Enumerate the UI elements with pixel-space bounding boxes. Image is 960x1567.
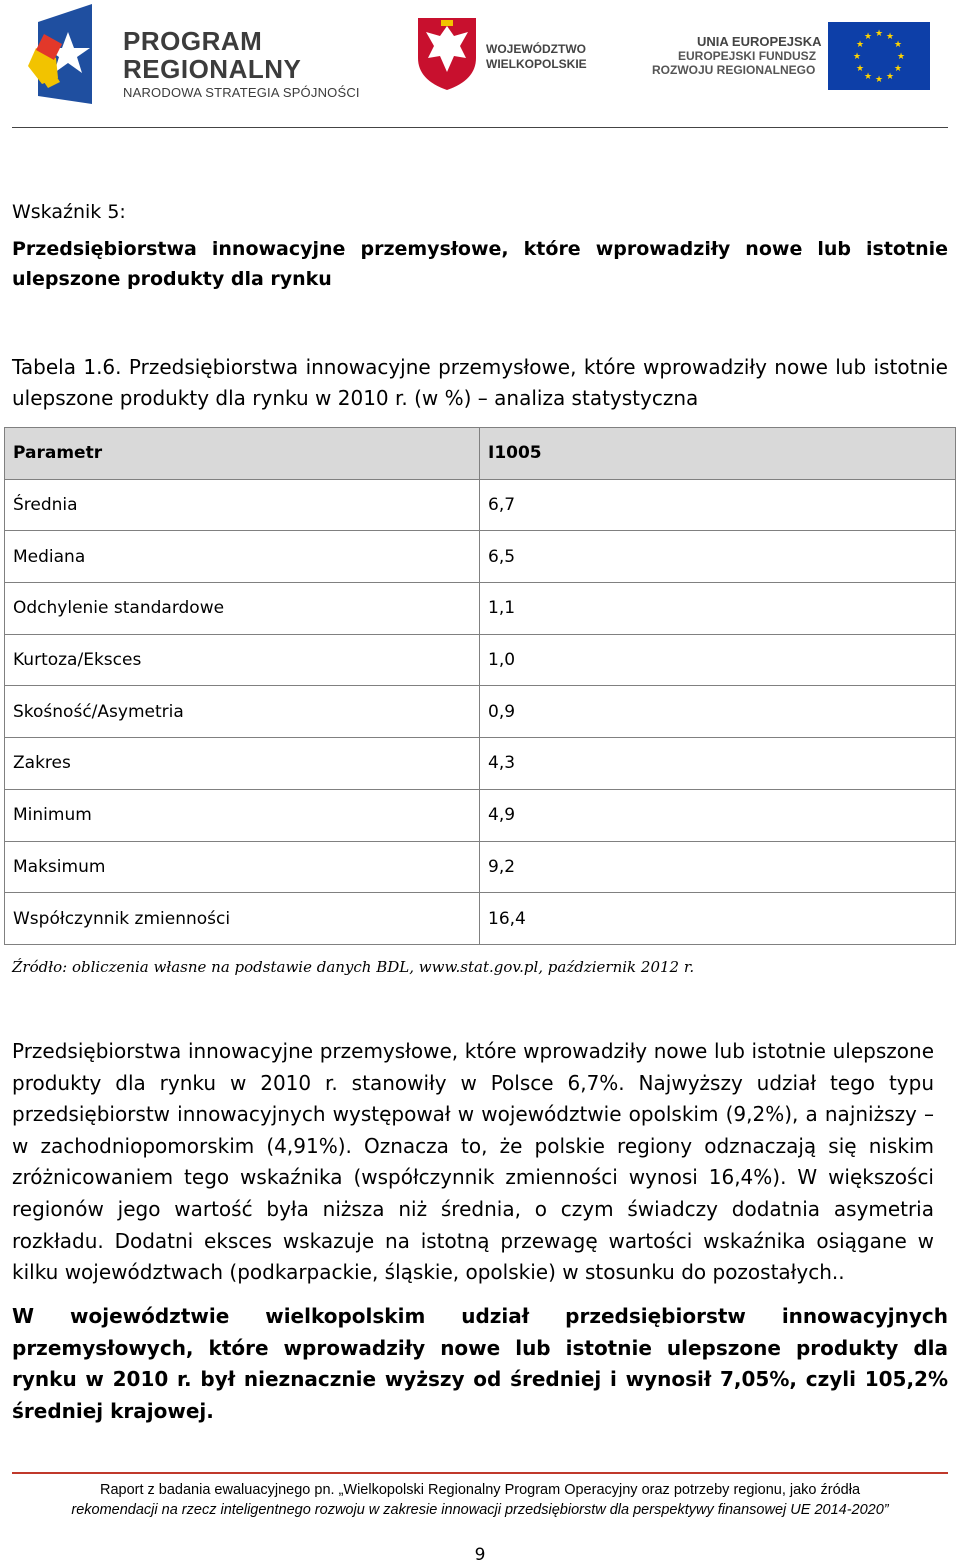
svg-text:★: ★ bbox=[885, 72, 895, 82]
row-parameter: Zakres bbox=[5, 738, 480, 790]
table-row bbox=[5, 479, 956, 531]
eu-fund-logo bbox=[650, 22, 932, 92]
svg-text:★: ★ bbox=[855, 40, 865, 50]
row-parameter: Współczynnik zmienności bbox=[5, 893, 480, 945]
table-caption: Tabela 1.6. Przedsiębiorstwa innowacyjne przemysłowe, które wprowadziły nowe lub istotnie ulepszone produkty dla rynku w 2010 r. (w %) – analiza statystyczna bbox=[12, 355, 948, 410]
row-parameter: Odchylenie standardowe bbox=[5, 583, 480, 635]
region-name-line2: WIELKOPOLSKIE bbox=[486, 57, 587, 71]
table-row bbox=[5, 634, 956, 686]
eagle-crest-icon bbox=[414, 14, 480, 92]
svg-text:★: ★ bbox=[893, 40, 903, 50]
wielkopolskie-logo bbox=[414, 14, 614, 94]
row-parameter: Kurtoza/Eksces bbox=[5, 634, 480, 686]
table-row bbox=[5, 531, 956, 583]
row-value: 4,9 bbox=[480, 789, 956, 841]
conclusion-paragraph: W województwie wielkopolskim udział przedsiębiorstw innowacyjnych przemysłowych, które wprowadziły nowe lub istotnie ulepszone produkty dla rynku w 2010 r. był nieznacznie wyższy od średniej i wynosił 7,05%, czyli 105,2% średniej krajowej. bbox=[12, 1304, 948, 1423]
row-value: 1,0 bbox=[480, 634, 956, 686]
header-divider bbox=[12, 127, 948, 128]
eu-fund-line2: ROZWOJU REGIONALNEGO bbox=[652, 63, 816, 77]
region-name-line1: WOJEWÓDZTWO bbox=[486, 42, 586, 56]
svg-text:★: ★ bbox=[863, 72, 873, 82]
program-title-line2: REGIONALNY bbox=[123, 54, 302, 84]
svg-text:★: ★ bbox=[885, 32, 895, 42]
table-row bbox=[5, 841, 956, 893]
row-value: 6,7 bbox=[480, 479, 956, 531]
row-parameter: Mediana bbox=[5, 531, 480, 583]
table-source-note: Źródło: obliczenia własne na podstawie danych BDL, www.stat.gov.pl, październik 2012 r. bbox=[12, 958, 695, 976]
column-header-parameter: Parametr bbox=[5, 428, 480, 480]
row-value: 9,2 bbox=[480, 841, 956, 893]
footer-divider bbox=[12, 1472, 948, 1474]
indicator-label: Wskaźnik 5: bbox=[12, 201, 126, 223]
table-header-row bbox=[5, 428, 956, 480]
footer-line1: Raport z badania ewaluacyjnego pn. „Wielkopolski Regionalny Program Operacyjny oraz potrzeby regionu, jako źródła bbox=[99, 1482, 861, 1498]
program-regionalny-flag-icon bbox=[28, 4, 120, 108]
eu-fund-line1: EUROPEJSKI FUNDUSZ bbox=[678, 49, 817, 63]
page-header bbox=[0, 0, 960, 112]
row-parameter: Średnia bbox=[5, 479, 480, 531]
program-regionalny-logo bbox=[28, 4, 368, 108]
table-row bbox=[5, 789, 956, 841]
page-footer bbox=[0, 1480, 960, 1520]
indicator-title: Przedsiębiorstwa innowacyjne przemysłowe, które wprowadziły nowe lub istotnie ulepszone produkty dla rynku bbox=[12, 238, 948, 290]
svg-text:★: ★ bbox=[863, 32, 873, 42]
row-value: 0,9 bbox=[480, 686, 956, 738]
svg-text:★: ★ bbox=[893, 64, 903, 74]
table-row bbox=[5, 583, 956, 635]
table-row bbox=[5, 893, 956, 945]
svg-text:★: ★ bbox=[874, 75, 884, 85]
row-parameter: Skośność/Asymetria bbox=[5, 686, 480, 738]
footer-line2: rekomendacji na rzecz inteligentnego rozwoju w zakresie innowacji przedsiębiorstw dla perspektywy finansowej UE 2014-2020” bbox=[71, 1502, 889, 1518]
row-parameter: Minimum bbox=[5, 789, 480, 841]
statistics-table bbox=[4, 427, 956, 945]
svg-text:★: ★ bbox=[874, 29, 884, 39]
analysis-paragraph: Przedsiębiorstwa innowacyjne przemysłowe, które wprowadziły nowe lub istotnie ulepszone produkty dla rynku w 2010 r. stanowiły w Polsce 6,7%. Najwyższy udział tego typu przedsiębiorstw innowacyjnych występował w województwie opolskim (9,2%), a najniższy – w zachodniopomorskim (4,91%). Oznacza to, że polskie regiony odznaczają się niskim zróżnicowaniem tego wskaźnika (współczynnik zmienności wynosi 16,4%). W większości regionów jego wartość była niższa niż średnia, o czym świadczy dodatnia asymetria rozkładu. Dodatni eksces wskazuje na istotną przewagę wartości wskaźnika osiągane w kilku województwach (podkarpackie, śląskie, opolskie) w stosunku do pozostałych.. bbox=[12, 1039, 934, 1285]
row-value: 1,1 bbox=[480, 583, 956, 635]
svg-text:★: ★ bbox=[896, 52, 906, 62]
table-row bbox=[5, 738, 956, 790]
row-value: 4,3 bbox=[480, 738, 956, 790]
program-title-line1: PROGRAM bbox=[123, 26, 263, 56]
eu-flag-icon bbox=[828, 22, 930, 90]
svg-text:★: ★ bbox=[852, 52, 862, 62]
svg-text:★: ★ bbox=[855, 64, 865, 74]
row-parameter: Maksimum bbox=[5, 841, 480, 893]
eu-name: UNIA EUROPEJSKA bbox=[697, 34, 822, 49]
row-value: 6,5 bbox=[480, 531, 956, 583]
program-subtitle: NARODOWA STRATEGIA SPÓJNOŚCI bbox=[123, 85, 360, 100]
page-number: 9 bbox=[474, 1545, 486, 1565]
column-header-indicator: I1005 bbox=[480, 428, 956, 480]
row-value: 16,4 bbox=[480, 893, 956, 945]
table-row bbox=[5, 686, 956, 738]
